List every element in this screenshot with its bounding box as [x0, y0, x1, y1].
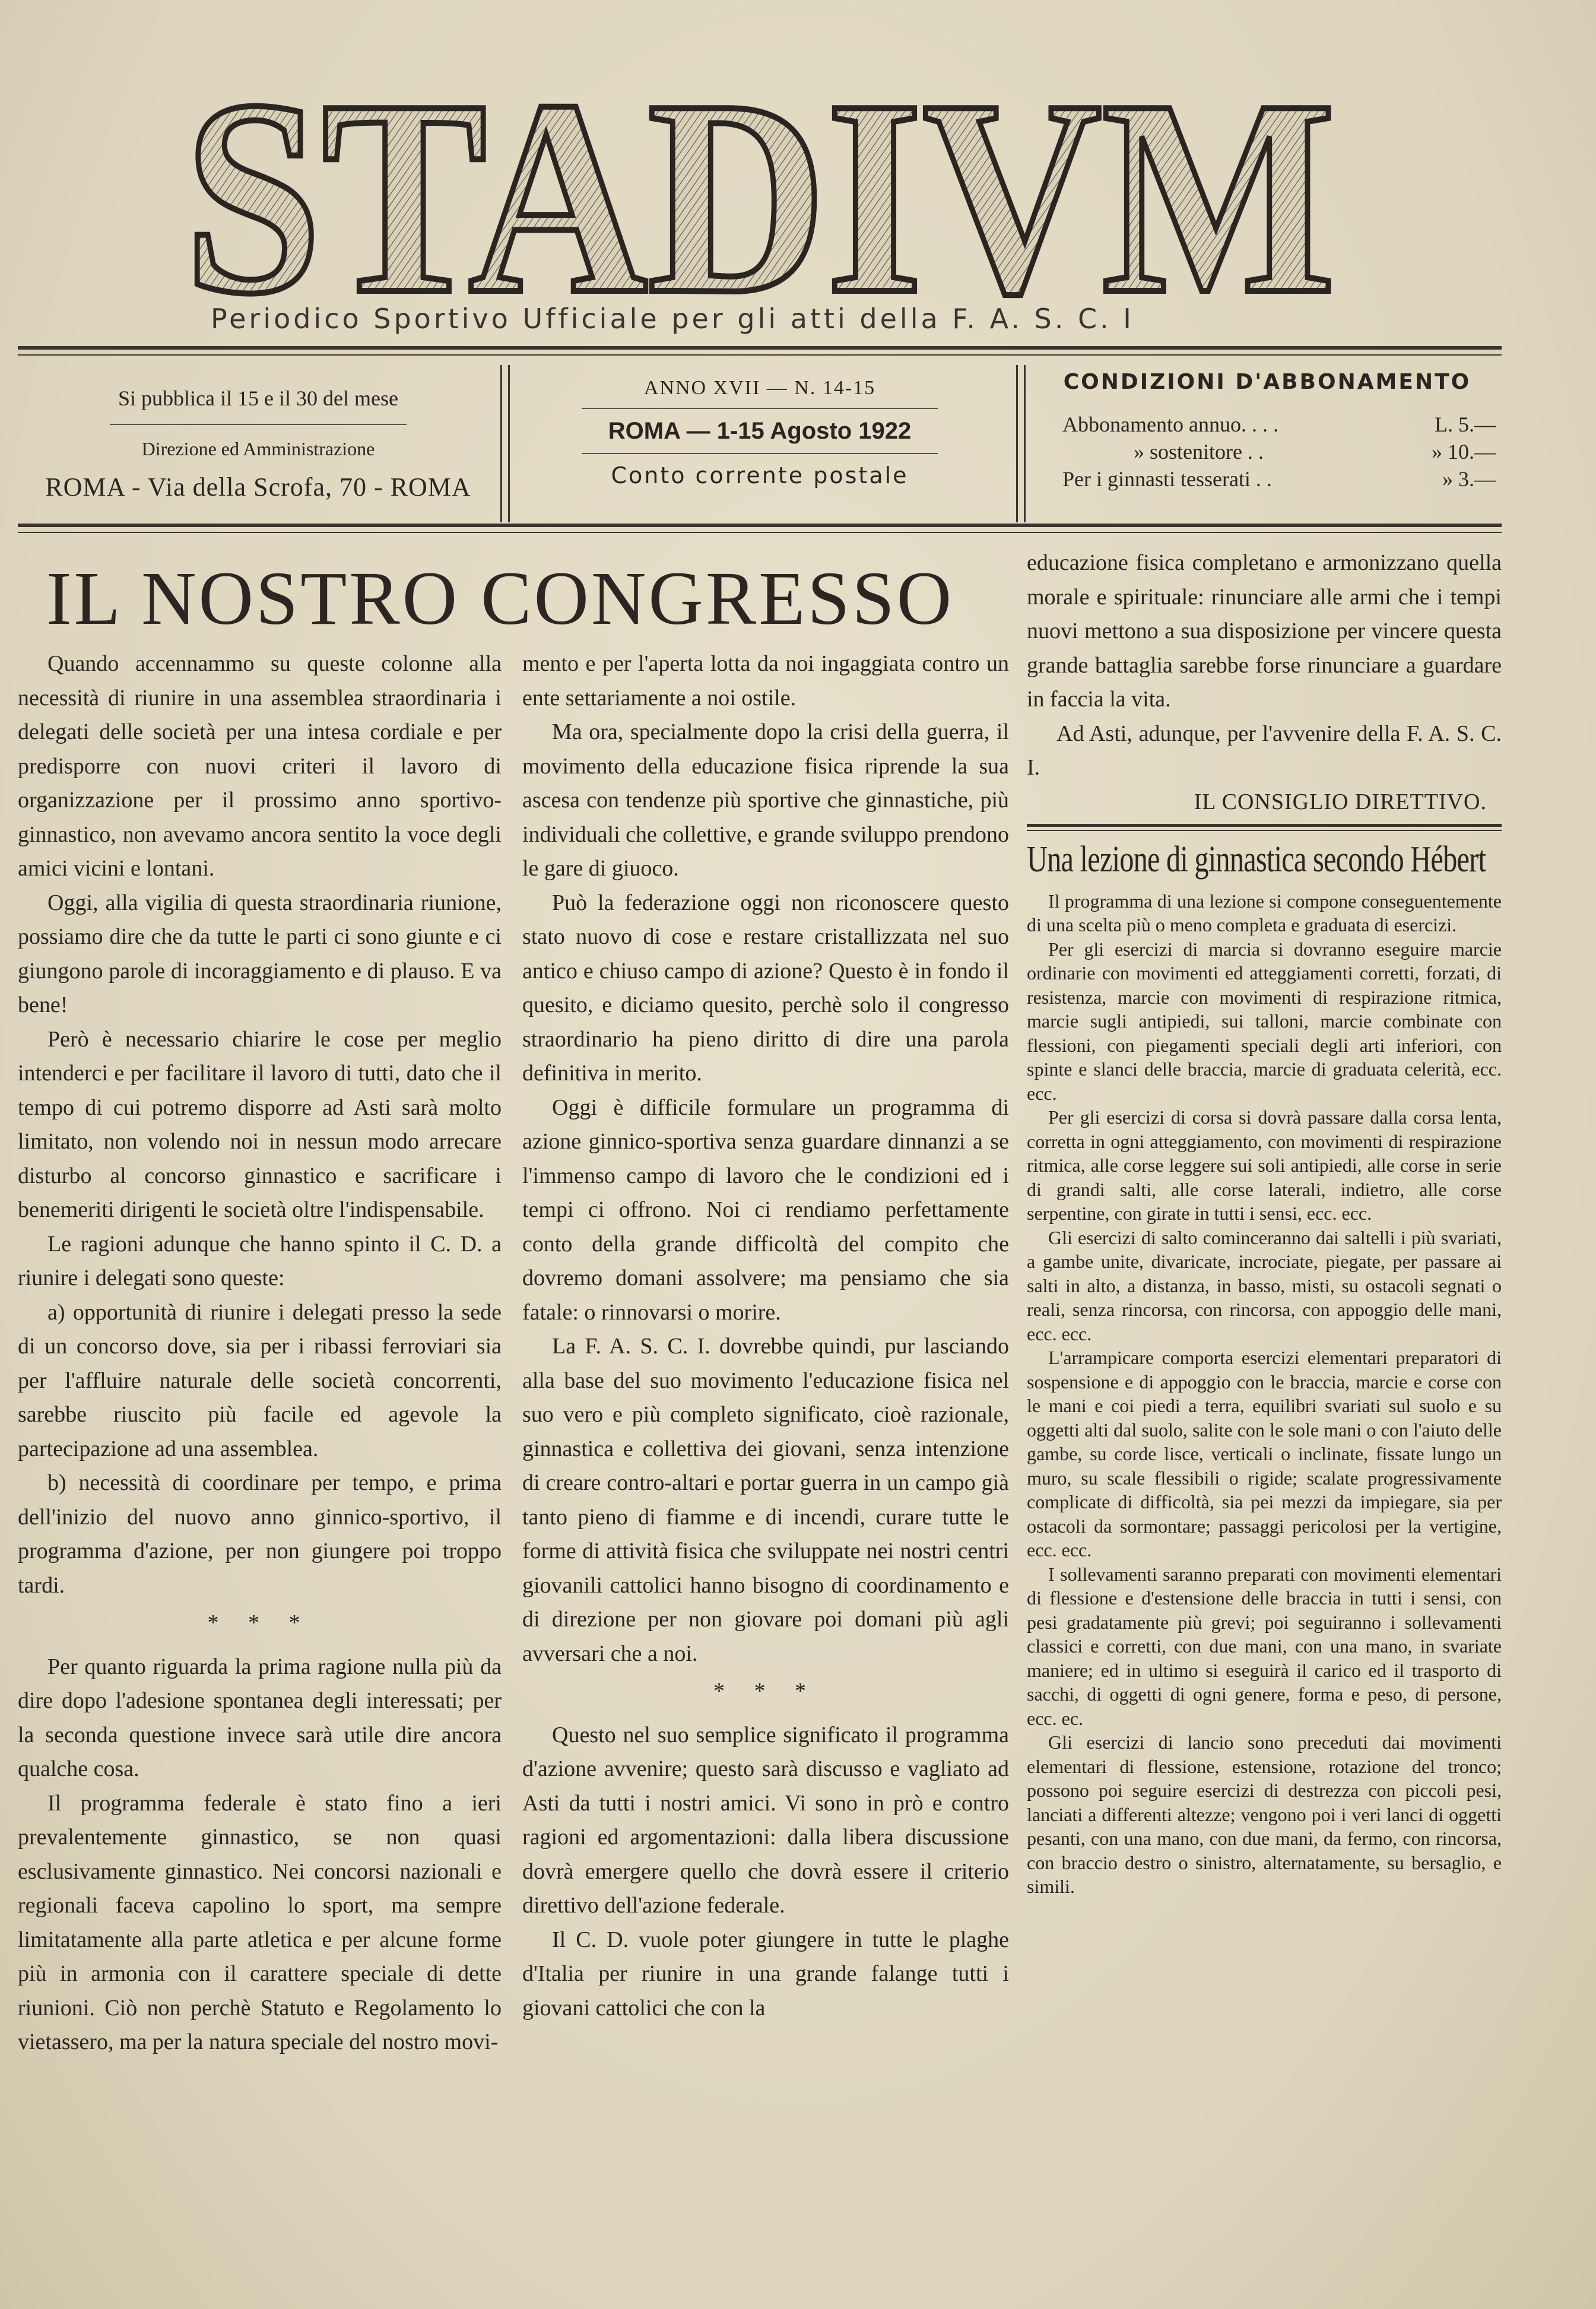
subscription-row — [1062, 467, 1496, 491]
subscription-row — [1062, 412, 1496, 437]
subscription-title: CONDIZIONI D'ABBONAMENTO — [1063, 370, 1471, 394]
paragraph: Per quanto riguarda la prima ragione nulla più da dire dopo l'adesione spontanea degli interessati; per la seconda questione invece sarà utile dire ancora qualche cosa. — [18, 1654, 502, 1781]
subscription-label: » sostenitore . . — [1134, 440, 1264, 464]
column-divider — [1016, 365, 1026, 522]
paragraph: L'arrampicare comporta esercizi elementari preparatori di sospensione e di appoggio con le braccia, marcie e corse con le mani e coi piedi a terra, equilibri svariati sul suolo e su oggetti alti dal suolo, salite con le sole mani o con l'aiuto delle gambe, su corde lisce, verticali o inclinate, fissate lungo un muro, su scale flessibili o rigide; scalate progressivamente complicate di difficoltà, sia pei mezzi da impiegare, sia per ostacoli da sormontare; passaggi pericolosi per la vertigine, ecc. ecc. — [1027, 1347, 1502, 1561]
subscription-box — [1033, 365, 1502, 522]
article-column-2 — [522, 647, 1009, 2025]
paragraph: Le ragioni adunque che hanno spinto il C. D. a riunire i delegati sono queste: — [18, 1231, 502, 1290]
paragraph: Questo nel suo semplice significato il programma d'azione avvenire; questo sarà discusso e vagliato ad Asti da tutti i nostri amici. Vi sono in prò e contro ragioni ed argomentazioni: dalla libera discussione dovrà emergere quello che dovrà essere il criterio direttivo dell'azione federale. — [522, 1722, 1009, 1918]
top-rule — [18, 346, 1502, 356]
info-bottom-rule — [18, 524, 1502, 533]
paragraph: Però è necessario chiarire le cose per meglio intenderci e per facilitare il lavoro di tutti, dato che il tempo di cui potremo disporre ad Asti sarà molto limitato, non volendo noi in nessun modo arrecare disturbo al concorso ginnastico e sacrificare i benemeriti dirigenti le società oltre l'indispensabile. — [18, 1026, 502, 1222]
paragraph: Per gli esercizi di marcia si dovranno eseguire marcie ordinarie con movimenti ed atteggiamenti corretti, forzati, di resistenza, marcie con movimenti di respirazione ritmica, marcie sugli antipiedi, sui talloni, marcie combinate con flessioni, con piegamenti speciali degli arti inferiori, con spinte e slanci delle braccia, marcie di graduata celerità, ecc. ecc. — [1027, 938, 1502, 1104]
subscription-label: Per i ginnasti tesserati . . — [1062, 467, 1272, 491]
direzione-label: Direzione ed Amministrazione — [141, 438, 375, 459]
paragraph: Può la federazione oggi non riconoscere questo stato nuovo di cose e restare cristallizzata nel suo antico e chiuso campo di azione? Questo è in fondo il quesito, e diciamo quesito, perchè solo il congresso straordinario ha pieno diritto di dire una parola definitiva in merito. — [522, 890, 1009, 1086]
article-headline: IL NOSTRO CONGRESSO — [46, 556, 954, 640]
subscription-price: L. 5.— — [1435, 413, 1496, 436]
subscription-row — [1062, 439, 1496, 464]
paragraph: La F. A. S. C. I. dovrebbe quindi, pur lasciando alla base del suo movimento l'educazione fisica nel suo vero e più completo significato, cioè razionale, ginnastica e collettiva dei giovani, senza intenzione di creare contro-altari e portar guerra in un campo già tanto pieno di fiamme e di incendi, curare tutte le forme di attività fisica che sviluppate nei nostri centri giovanili cattolici hanno bisogno di coordinamento e di direzione per non giovare poi domani più agli avversari che a noi. — [522, 1334, 1009, 1666]
paragraph: I sollevamenti saranno preparati con movimenti elementari di flessione e d'estensione delle braccia in tutti i sensi, con pesi gradatamente più grevi; poi seguiranno i sollevamenti classici e corretti, con due mani, con una mano, in svariate maniere; ed in ultimo si eseguirà il carico ed il trasporto di sacchi, di oggetti di ogni genere, forma e peso, di persone, ecc. ec. — [1027, 1563, 1502, 1729]
article-signoff: IL CONSIGLIO DIRETTIVO. — [1194, 789, 1487, 814]
section-break: * * * — [207, 1610, 312, 1635]
paragraph: Ad Asti, adunque, per l'avvenire della F. A. S. C. I. — [1027, 721, 1502, 780]
paragraph: Per gli esercizi di corsa si dovrà passare dalla corsa lenta, corretta in ogni atteggiamento, con movimenti di respirazione ritmica, alle corse leggere sui soli antipiedi, alle corse in serie di grandi salti, alle corse laterali, indietro, alle corse serpentine, con girate in tutti i sensi, ecc. ecc. — [1027, 1106, 1502, 1224]
paragraph: mento e per l'aperta lotta da noi ingaggiata contro un ente settariamente a noi ostile. — [522, 651, 1009, 711]
divider — [582, 453, 938, 454]
paragraph: b) necessità di coordinare per tempo, e prima dell'inizio del nuovo anno ginnico-sportivo, il programma d'azione, per non giungere poi troppo tardi. — [18, 1470, 502, 1598]
paragraph: Il programma di una lezione si compone conseguentemente di una scelta più o meno completa e graduata di esercizi. — [1027, 890, 1502, 935]
column-divider — [500, 365, 510, 522]
paragraph: Quando accennammo su queste colonne alla necessità di riunire in una assemblea straordinaria i delegati delle società per una intesa cordiale e per predisporre con nuovi criteri il lavoro di organizzazione per il prossimo anno sportivo-ginnastico, non avevamo ancora sentito la voce degli amici vicini e lontani. — [18, 651, 502, 881]
paragraph: a) opportunità di riunire i delegati presso la sede di un concorso dove, sia per i ribassi ferroviari sia per l'affluire naturale delle società concorrenti, sarebbe riuscito più facile ed agevole la partecipazione ad una assemblea. — [18, 1299, 502, 1461]
publication-info — [18, 365, 499, 522]
subscription-price: » 3.— — [1442, 467, 1496, 491]
subscription-label: Abbonamento annuo. . . . — [1062, 413, 1278, 436]
masthead-title: STADIVM — [184, 42, 1335, 321]
paragraph: Oggi è difficile formulare un programma di azione ginnico-sportiva senza guardare dinnanzi a se l'immenso campo di lavoro che le condizioni ed i tempi ci offrono. Noi ci rendiamo perfettamente conto della grande difficoltà del compito che dovremo domani assolvere; ma pensiamo che sia fatale: o rinnovarsi o morire. — [522, 1095, 1009, 1325]
article-column-1 — [18, 647, 502, 2060]
issue-info — [510, 365, 1009, 522]
issue-date: ROMA — 1-15 Agosto 1922 — [608, 418, 912, 444]
lezione-headline: Una lezione di ginnastica secondo Hébert — [1027, 839, 1486, 880]
paragraph: Gli esercizi di salto cominceranno dai saltelli i più svariati, a gambe unite, divaricate, incrociate, piegate, per passare ai salti in alto, a distanza, in basso, misti, su ostacoli segnati o reali, senza rincorsa, con rincorsa, con appoggio delle mani, ecc. ecc. — [1027, 1226, 1502, 1344]
lezione-article — [1027, 889, 1502, 1899]
paragraph: educazione fisica completano e armonizzano quella morale e spirituale: rinunciare alle armi che i tempi nuovi mettono a sua disposizione per vincere questa grande battaglia sarebbe forse rinunciare a guardare in faccia la vita. — [1027, 550, 1502, 712]
publication-note: Si pubblica il 15 e il 30 del mese — [118, 386, 398, 410]
postal-account: Conto corrente postale — [611, 462, 909, 489]
paragraph: Oggi, alla vigilia di questa straordinaria riunione, possiamo dire che da tutte le parti ci sono giunte e ci giungono parole di incoraggiamento e di plauso. E va bene! — [18, 890, 502, 1017]
article-column-3 — [1027, 546, 1502, 1899]
divider — [110, 424, 407, 425]
section-break: * * * — [713, 1679, 818, 1704]
address: ROMA - Via della Scrofa, 70 - ROMA — [45, 472, 471, 502]
masthead-subtitle: Periodico Sportivo Ufficiale per gli atti della F. A. S. C. I — [211, 303, 1134, 335]
issue-number: ANNO XVII — N. 14-15 — [643, 377, 876, 399]
paragraph: Il C. D. vuole poter giungere in tutte le plaghe d'Italia per riunire in una grande falange tutti i giovani cattolici che con la — [522, 1927, 1009, 2021]
subscription-price: » 10.— — [1432, 440, 1496, 464]
masthead-logo — [178, 42, 1341, 321]
divider — [582, 408, 938, 409]
paragraph: Ma ora, specialmente dopo la crisi della guerra, il movimento della educazione fisica riprende la sua ascesa con tendenze più sportive che ginnastiche, più individuali che collettive, e grande sviluppo prendono le gare di giuoco. — [522, 719, 1009, 881]
paragraph: Il programma federale è stato fino a ieri prevalentemente ginnastico, se non quasi esclusivamente ginnastico. Nei concorsi nazionali e regionali faceva capolino lo sport, ma sempre limitatamente alla parte atletica e per alcune forme più in armonia con il carattere speciale di dette riunioni. Ciò non perchè Statuto e Regolamento lo vietassero, ma per la natura speciale del nostro movi- — [18, 1790, 502, 2054]
article-separator — [1027, 824, 1502, 831]
paragraph: Gli esercizi di lancio sono preceduti dai movimenti elementari di flessione, estensione, rotazione del tronco; possono poi seguire esercizi di destrezza con piccoli pesi, lanciati a differenti altezze; vengono poi i veri lanci di oggetti pesanti, con una mano, con due mani, da fermo, con rincorsa, con braccio destro o sinistro, alternatamente, su bersaglio, e simili. — [1027, 1731, 1502, 1897]
